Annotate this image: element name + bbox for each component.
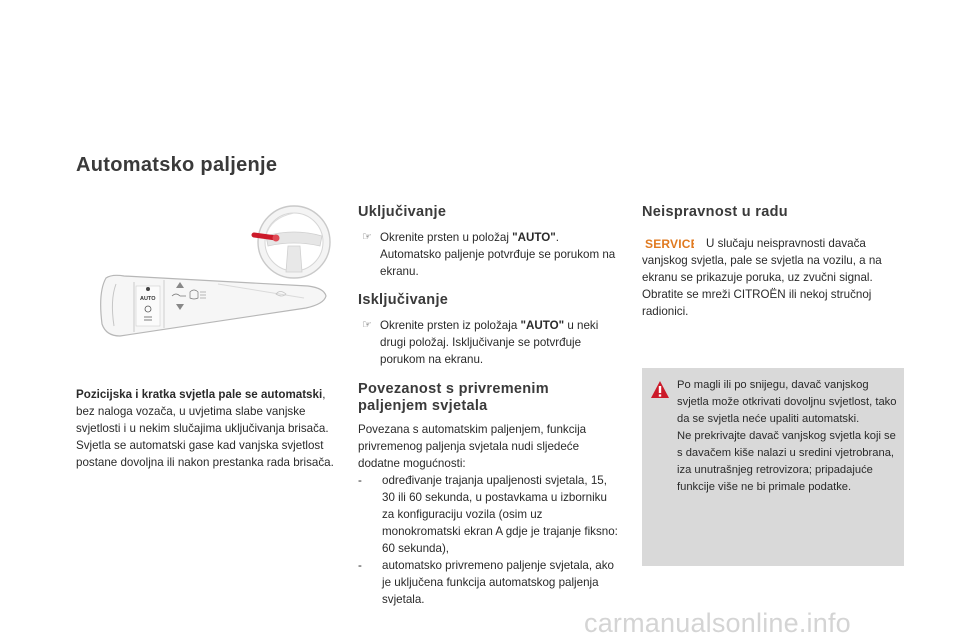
- iskljucivanje-step: ☞ Okrenite prsten iz položaja "AUTO" u neki drugi položaj. Isključivanje se potvrđuje porukom na ekranu.: [362, 319, 599, 366]
- list-item: - određivanje trajanja upaljenosti svjetala, 15, 30 ili 60 sekunda, u postavkama u izborniku za konfiguraciju vozila (osim uz monokromatski ekran A gdje je trajanje fiksno: 60 sekunda),: [358, 474, 618, 555]
- pointer-icon: ☞: [362, 231, 372, 243]
- heading-neispravnost: Neispravnost u radu: [642, 204, 788, 220]
- steering-wheel-icon: [254, 206, 330, 278]
- povezanost-intro: Povezana s automatskim paljenjem, funkcija privremenog paljenja svjetala nudi sljedeće dodatne mogućnosti:: [358, 423, 587, 470]
- exclamation-warning-icon: [650, 380, 670, 400]
- heading-ukljucivanje: Uključivanje: [358, 204, 447, 220]
- neispravnost-text: U slučaju neispravnosti davača vanjskog svjetla, pale se svjetla na vozilu, a na ekranu se prikazuje poruka, uz zvučni signal. Obratite se mreži CITROËN ili nekoj stručnoj radionici.: [642, 237, 882, 318]
- caption-rest: , bez naloga vozača, u uvjetima slabe vanjske svjetlosti i u nekim slučajima uključivanja brisača.: [76, 388, 329, 435]
- heading-povezanost: Povezanost s privremenim paljenjem svjetala: [358, 381, 549, 414]
- middle-column: [358, 200, 620, 608]
- ukljucivanje-step: ☞ Okrenite prsten u položaj "AUTO". Automatsko paljenje potvrđuje se porukom na ekranu.: [362, 231, 616, 278]
- right-column: [642, 200, 904, 320]
- switch-stalk: [101, 275, 326, 336]
- service-label: SERVICE: [645, 237, 694, 251]
- caption-bold: Pozicijska i kratka svjetla pale se automatski: [76, 388, 323, 401]
- watermark: carmanualsonline.info: [584, 608, 851, 638]
- list-item: - automatsko privremeno paljenje svjetala, ako je uključena funkcija automatskog paljenja svjetala.: [358, 559, 614, 606]
- stalk-drawing: [76, 196, 338, 374]
- warning-note: [642, 368, 904, 566]
- pointer-icon: ☞: [362, 319, 372, 331]
- service-warning-icon: [642, 234, 694, 252]
- caption-line2: Svjetla se automatski gase kad vanjska svjetlost postane dovoljna ili nakon prestanka rada brisača.: [76, 439, 334, 469]
- page-title: Automatsko paljenje: [76, 154, 278, 176]
- auto-label: AUTO: [140, 296, 156, 302]
- intro-caption: [76, 386, 338, 471]
- heading-iskljucivanje: Isključivanje: [358, 292, 449, 308]
- note-text: Po magli ili po snijegu, davač vanjskog svjetla može otkrivati dovoljnu svjetlost, tako da se svjetla neće upaliti automatski. Ne prekrivajte davač vanjskog svjetla koji se s davačem kiše nalazi u sredini vjetrobrana, iza unutrašnjeg retrovizora; pripadajuće funkcije više ne bi primale podatke.: [677, 379, 897, 493]
- light-switch-illustration: [76, 196, 338, 374]
